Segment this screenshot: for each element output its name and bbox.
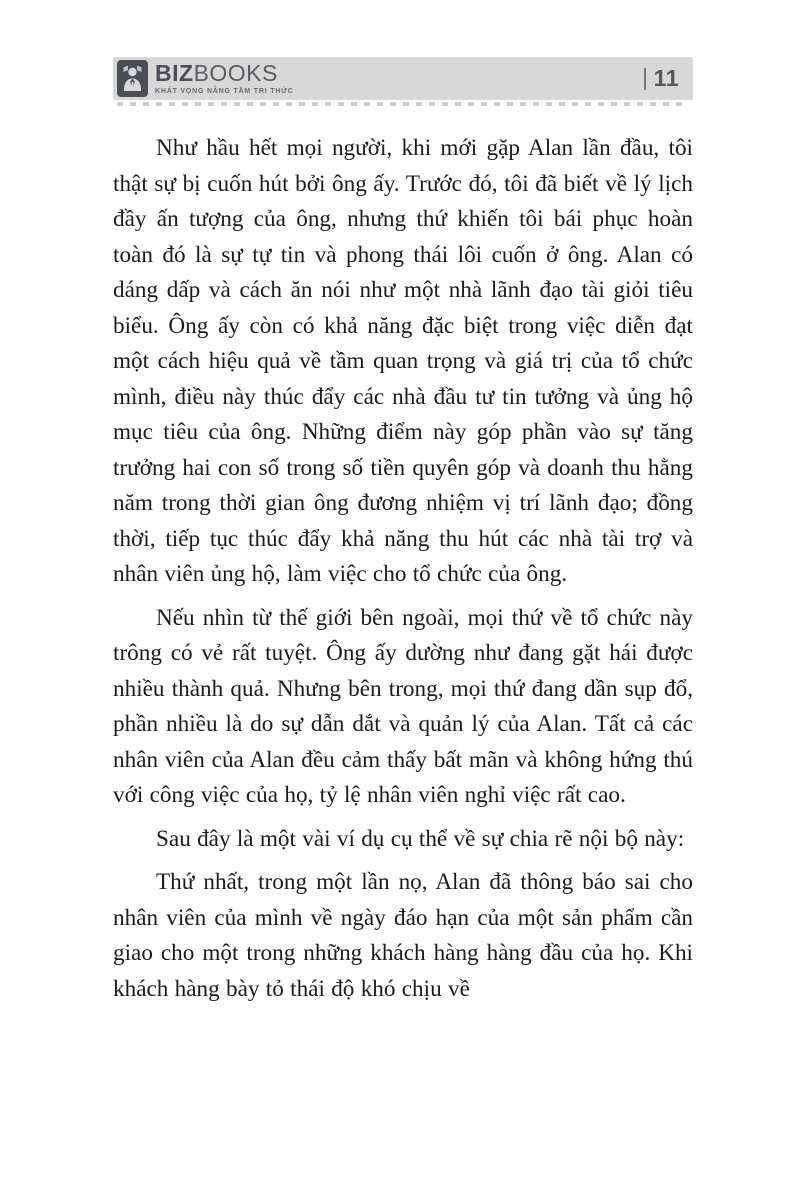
publisher-brand — [155, 62, 294, 95]
page-header-bar — [113, 57, 693, 100]
bizbooks-logo-icon — [117, 60, 148, 97]
page-number-divider — [644, 68, 646, 90]
brand-name-books: BOOKS — [193, 60, 278, 86]
page-body — [113, 131, 693, 1015]
paragraph-4: Thứ nhất, trong một lần nọ, Alan đã thông báo sai cho nhân viên của mình về ngày đáo hạn của một sản phẩm cần giao cho một trong những khách hàng hàng đầu của họ. Khi khách hàng bày tỏ thái độ khó chịu về — [113, 869, 693, 1002]
page-number-group — [644, 65, 679, 92]
page-number: 11 — [653, 65, 679, 91]
publisher-logo — [117, 60, 294, 97]
brand-name — [155, 62, 294, 85]
paragraph-3: Sau đây là một vài ví dụ cụ thể về sự chia rẽ nội bộ này: — [156, 825, 685, 852]
paragraph-2: Nếu nhìn từ thế giới bên ngoài, mọi thứ về tổ chức này trông có vẻ rất tuyệt. Ông ấy dường như đang gặt hái được nhiều thành quả. Nhưng bên trong, mọi thứ đang dần sụp đổ, phần nhiều là do sự dẫn dắt và quản lý của Alan. Tất cả các nhân viên của Alan đều cảm thấy bất mãn và không hứng thú với công việc của họ, tỷ lệ nhân viên nghỉ việc rất cao. — [113, 604, 693, 808]
paragraph-1: Như hầu hết mọi người, khi mới gặp Alan lần đầu, tôi thật sự bị cuốn hút bởi ông ấy. Trước đó, tôi đã biết về lý lịch đầy ấn tượng của ông, nhưng thứ khiến tôi bái phục hoàn toàn đó là sự tự tin và phong thái lôi cuốn ở ông. Alan có dáng dấp và cách ăn nói như một nhà lãnh đạo tài giỏi tiêu biểu. Ông ấy còn có khả năng đặc biệt trong việc diễn đạt một cách hiệu quả về tầm quan trọng và giá trị của tổ chức mình, điều này thúc đẩy các nhà đầu tư tin tưởng và ủng hộ mục tiêu của ông. Những điểm này góp phần vào sự tăng trưởng hai con số trong số tiền quyên góp và doanh thu hằng năm trong thời gian ông đương nhiệm vị trí lãnh đạo; đồng thời, tiếp tục thúc đẩy khả năng thu hút các nhà tài trợ và nhân viên ủng hộ, làm việc cho tổ chức của ông. — [113, 135, 693, 587]
brand-name-biz: BIZ — [155, 60, 194, 86]
brand-tagline: KHÁT VỌNG NÂNG TẦM TRI THỨC — [155, 88, 294, 95]
